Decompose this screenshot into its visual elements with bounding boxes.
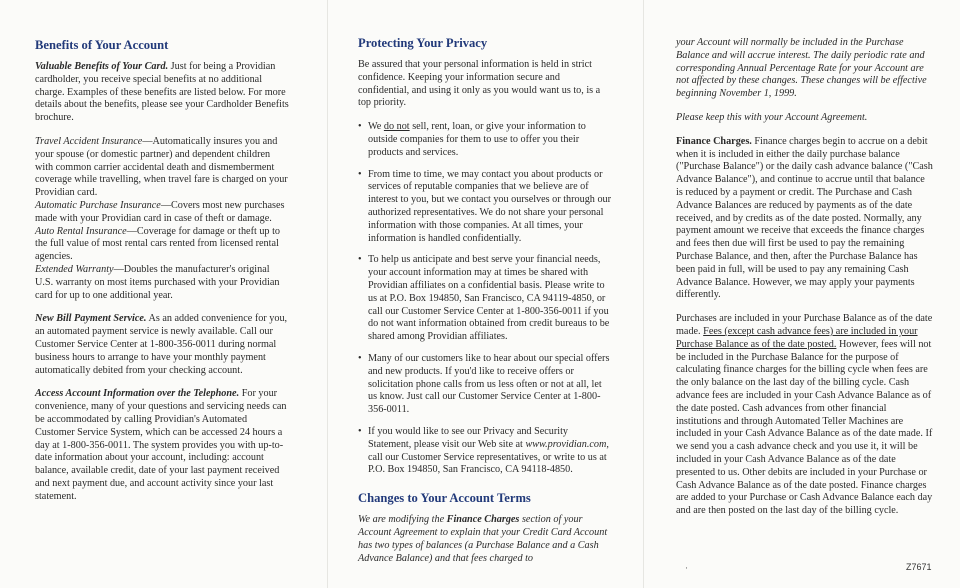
bullet-icon: •	[358, 121, 362, 133]
benefit-text: —Automatically insures you and your spouse (or domestic partner) and dependent children with common carrier accidental death and dismemberment coverage while travelling, when travel fare is charged on your Providian card.	[35, 135, 288, 199]
purchases-pre: Purchases are included in your Purchase Balance as of the date made.	[676, 313, 933, 337]
benefit-item	[35, 200, 289, 226]
list-item	[358, 353, 613, 417]
bullet-icon: •	[358, 254, 362, 266]
bullet-icon: •	[358, 168, 362, 180]
list-item	[358, 426, 613, 477]
phone-access-text: For your convenience, many of your questions and servicing needs can be accommodated by calling Providian's Automated Customer Service System, which can be accessed 24 hours a day at 1-800-356-0011. The system provides you with up-to-date information about your account, including: account balance, available credit, date of your last payment received and next payment due, and account activity since your last statement.	[35, 388, 287, 502]
changes-continued: your Account will normally be included in the Purchase Balance and will accrue interest. The daily periodic rate and corresponding Annual Percentage Rate for your Account are not affected by these changes. These changes will be effective beginning November 1, 1999.	[676, 37, 927, 100]
purchases-post: However, fees will not be included in the Purchase Balance for the purpose of calculating finance charges for the billing cycle when fees are the only balance on the last day of the billing cycle. Cash advance fees are included in your Cash Advance Balance as of the date posted. Cash advances from other financial institutions and through Automated Teller Machines are included in your Cash Advance Balance as of the date made. If we send you a cash advance check and you use it, it will be included in your Cash Advance Balance as of the date presented to us. Other debits are included in your Purchase or Cash Advance Balance as of the date posted. Finance charges are added to your Purchase or Cash Advance Balance each day and are then posted on the last day of the billing cycle.	[676, 338, 933, 517]
benefit-item	[35, 136, 289, 200]
privacy-b2: From time to time, we may contact you about products or services of reputable companies that we believe are of interest to you, but we contact you ourselves or through our authorized representatives. We do not share your personal information with those companies. At all times, your information is handled confidentially.	[368, 168, 612, 244]
web-site-link[interactable]: www.providian.com	[525, 438, 607, 450]
list-item	[358, 169, 613, 246]
benefit-name: Automatic Purchase Insurance	[35, 199, 161, 211]
privacy-b1-post: sell, rent, loan, or give your information to outside companies for them to use to offer you their products and services.	[368, 121, 586, 158]
changes-heading: Changes to Your Account Terms	[358, 491, 531, 506]
bill-payment-title: New Bill Payment Service.	[35, 313, 147, 325]
privacy-b5-pre: If you would like to see our Privacy and Security Statement, please visit our Web site at	[368, 425, 569, 450]
changes-p1-pre: We are modifying the	[358, 514, 447, 526]
changes-paragraph	[358, 514, 613, 565]
finance-charges-paragraph	[676, 136, 933, 302]
privacy-intro: Be assured that your personal information is held in strict confidence. Keeping your information secure and confidential, and using it only as you would want us to, is a top priority.	[358, 59, 601, 109]
privacy-column	[358, 36, 613, 576]
changes-p1-bold: Finance Charges	[446, 514, 520, 526]
privacy-b5-post: , call our Customer Service representatives, or write to us at P.O. Box 194850, San Francisco, CA 94118-4850.	[368, 438, 609, 476]
phone-access-paragraph	[35, 388, 289, 503]
benefit-item	[35, 264, 289, 302]
benefit-text: —Covers most new purchases made with your Providian card in case of theft or damage.	[35, 199, 285, 224]
benefits-intro	[35, 61, 289, 125]
privacy-b1-underline: do not	[383, 121, 410, 133]
scan-mark: ·	[685, 563, 688, 573]
benefit-name: Auto Rental Insurance	[35, 225, 127, 237]
list-item	[358, 121, 613, 159]
finance-column	[676, 37, 933, 529]
benefit-name: Travel Accident Insurance	[35, 135, 143, 147]
finance-charges-title: Finance Charges.	[676, 135, 752, 147]
benefits-column	[35, 38, 289, 515]
finance-charges-text: Finance charges begin to accrue on a debit when it is included in either the daily purchase balance ("Purchase Balance") or the daily cash advance balance ("Cash Advance Balance"), and continue to accrue until that balance is reduced by a payment or credit. The Purchase and Cash Advance Balances are reduced by payments as of the date received, and by credits as of the date posted. Normally, any payment amount we receive that exceeds the finance charges and fees then due will first be used to pay the remaining Purchase Balance, and then, after the Purchase Balance has been paid in full, will be used to pay any remaining Cash Advance Balance. However, we may apply your payments differently.	[676, 135, 933, 301]
benefit-name: Extended Warranty	[35, 263, 114, 275]
bullet-icon: •	[358, 425, 362, 437]
benefits-intro-text: Just for being a Providian cardholder, you receive special benefits at no additional charge. Examples of these benefits are listed below. For more details about the benefits, please see your Cardholder Benefits brochure.	[35, 61, 289, 124]
benefits-intro-title: Valuable Benefits of Your Card.	[35, 61, 169, 72]
panel-fold-1	[327, 0, 328, 588]
purchases-underline: Fees (except cash advance fees) are included in your Purchase Balance as of the date posted.	[676, 325, 918, 350]
bill-payment-text: As an added convenience for you, an automated payment service is newly available. Call our Customer Service Center at 1-800-356-0011 during normal business hours to arrange to have your monthly payment automatically debited from your checking account.	[35, 313, 288, 376]
bill-payment-paragraph	[35, 313, 289, 377]
keep-notice: Please keep this with your Account Agreement.	[676, 111, 868, 123]
panel-fold-2	[643, 0, 644, 588]
purchases-paragraph	[676, 313, 933, 518]
benefit-text: —Coverage for damage or theft up to the full value of most rental cars rented from licensed rental agencies.	[35, 225, 280, 263]
form-code: Z7671	[906, 562, 932, 572]
changes-p1-post: section of your Account Agreement to explain that your Credit Card Account has two types of balances (a Purchase Balance and a Cash Advance Balance) and that fees charged to	[358, 514, 608, 564]
benefit-item	[35, 226, 289, 264]
list-item	[358, 254, 613, 344]
benefit-text: —Doubles the manufacturer's original U.S. warranty on most items purchased with your Providian card for up to one additional year.	[35, 263, 280, 301]
phone-access-title: Access Account Information over the Telephone.	[35, 388, 240, 400]
privacy-b3: To help us anticipate and best serve your financial needs, your account information may at times be shared with Providian affiliates on a confidential basis. Please write to us at P.O. Box 194850, San Francisco, CA 94119-4850, or call our Customer Service Center at 1-800-356-0011 if you do not want information obtained from credit bureaus to be shared among Providian affiliates.	[368, 254, 610, 343]
benefits-heading: Benefits of Your Account	[35, 38, 169, 52]
bullet-icon: •	[358, 352, 362, 364]
privacy-b4: Many of our customers like to hear about our special offers and new products. If you'd like to receive offers or solicitation phone calls from us less often or not at all, let us know. Just call our Customer Service Center at 1-800-356-0011.	[368, 352, 610, 416]
privacy-list	[358, 121, 613, 477]
privacy-heading: Protecting Your Privacy	[358, 36, 488, 50]
privacy-b1-pre: We	[368, 121, 384, 133]
